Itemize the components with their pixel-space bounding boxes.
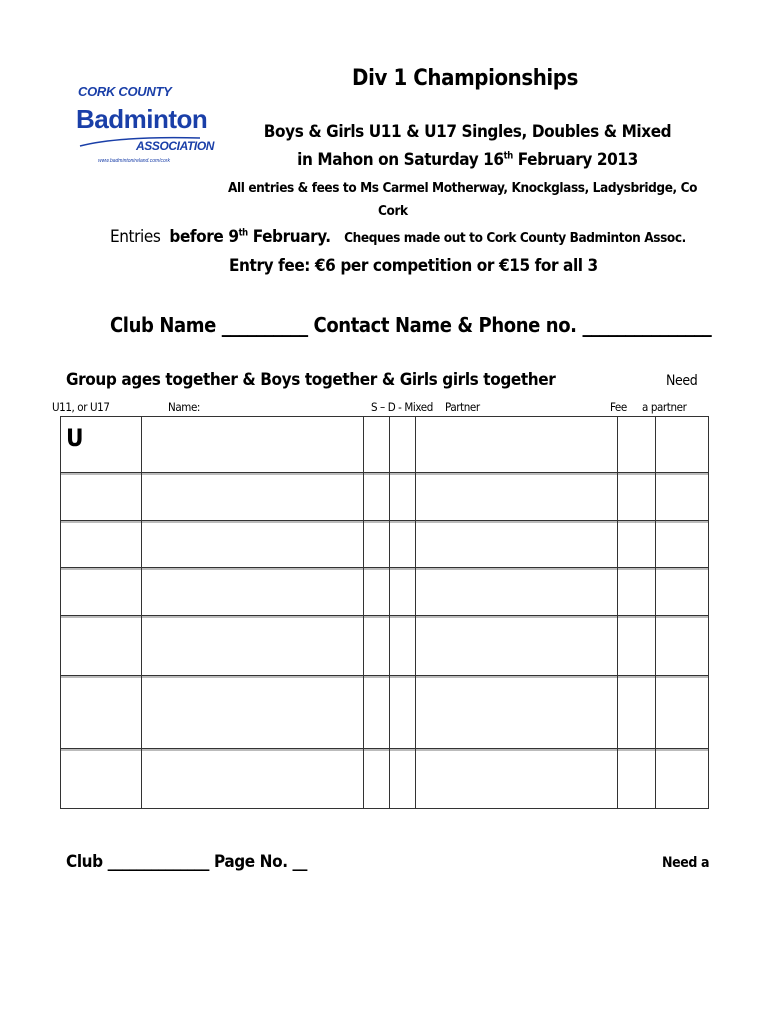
table-col-divider <box>389 416 390 809</box>
entries-month: February. <box>247 227 331 247</box>
subtitle-events: Boys & Girls U11 & U17 Singles, Doubles & Mixed <box>263 122 672 142</box>
column-header-age: U11, or U17 <box>52 400 110 414</box>
entry-table <box>60 416 709 809</box>
table-col-divider <box>655 416 656 809</box>
table-row-shadow <box>60 473 709 475</box>
logo-line-county: CORK COUNTY <box>78 84 172 99</box>
subtitle-date-suffix: th <box>503 150 513 162</box>
cheques-note: Cheques made out to Cork County Badminton Assoc. <box>344 230 686 246</box>
page-title: Div 1 Championships <box>352 66 578 91</box>
entries-label: Entries <box>110 227 161 247</box>
table-col-divider <box>708 416 709 809</box>
logo-line-badminton: Badminton <box>76 104 208 134</box>
logo-url: www.badmintonireland.com/cork <box>98 158 170 164</box>
table-col-divider <box>363 416 364 809</box>
table-row-shadow <box>60 568 709 570</box>
table-border-top <box>60 416 709 417</box>
table-row-shadow <box>60 749 709 751</box>
address-line-2: Cork <box>378 203 408 219</box>
column-header-partner: Partner <box>445 400 480 414</box>
column-header-name: Name: <box>168 400 201 414</box>
need-header: Need <box>666 373 698 389</box>
table-border-bottom <box>60 808 709 809</box>
footer-need: Need a <box>662 855 710 871</box>
column-header-fee: Fee <box>610 400 627 414</box>
table-row-shadow <box>60 676 709 678</box>
table-row-shadow <box>60 521 709 523</box>
table-col-divider <box>415 416 416 809</box>
subtitle-venue-date <box>0 150 770 170</box>
address-line-1: All entries & fees to Ms Carmel Motherway, Knockglass, Ladysbridge, Co <box>228 180 698 196</box>
column-header-sdm: S – D - Mixed <box>371 400 433 414</box>
club-name-line: Club Name __________ Contact Name & Phone no. _______________ <box>110 313 712 337</box>
footer-club-page: Club ______________ Page No. __ <box>66 852 308 872</box>
table-col-divider <box>60 416 61 809</box>
entries-before: before 9 <box>169 227 239 247</box>
subtitle-month-text: February 2013 <box>512 150 638 170</box>
table-col-divider <box>141 416 142 809</box>
entries-deadline <box>110 227 686 247</box>
column-header-need-partner: a partner <box>642 400 687 414</box>
group-instructions: Group ages together & Boys together & Girls girls together <box>66 370 556 390</box>
table-first-cell: U <box>66 424 84 452</box>
entries-date-suffix: th <box>238 227 248 239</box>
table-row-shadow <box>60 616 709 618</box>
entry-fee: Entry fee: €6 per competition or €15 for all 3 <box>229 256 598 276</box>
logo-line-association: ASSOCIATION <box>136 139 215 153</box>
subtitle-venue-text: in Mahon on Saturday 16 <box>297 150 504 170</box>
table-col-divider <box>617 416 618 809</box>
